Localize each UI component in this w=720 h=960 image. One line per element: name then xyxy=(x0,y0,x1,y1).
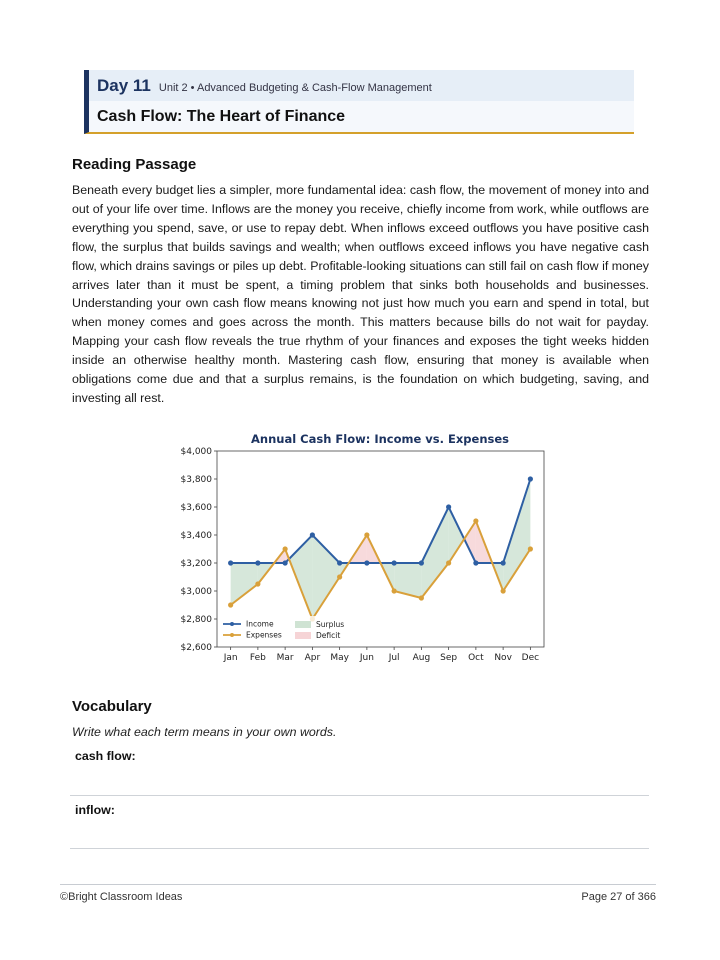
x-tick-label: Dec xyxy=(521,653,540,663)
expenses-line xyxy=(231,521,531,619)
cash-flow-chart xyxy=(160,428,560,668)
legend-surplus-label: Surplus xyxy=(316,620,345,629)
income-point xyxy=(419,560,424,565)
y-tick-label: $3,400 xyxy=(180,531,212,541)
income-point xyxy=(310,532,315,537)
expenses-point xyxy=(501,588,506,593)
term-cash-flow-label: cash flow: xyxy=(75,749,136,763)
fill-layer xyxy=(231,479,531,619)
x-tick-label: Oct xyxy=(468,653,484,663)
header-title-row xyxy=(89,101,634,132)
answer-line-inflow[interactable] xyxy=(70,848,649,849)
y-tick-label: $3,000 xyxy=(180,587,212,597)
x-tick-label: Jul xyxy=(388,653,400,663)
expenses-point xyxy=(419,595,424,600)
surplus-area xyxy=(503,479,530,591)
term-inflow-label: inflow: xyxy=(75,803,115,817)
income-point xyxy=(528,476,533,481)
income-point xyxy=(501,560,506,565)
vocabulary-instructions: Write what each term means in your own words. xyxy=(72,725,337,739)
y-tick-label: $3,600 xyxy=(180,503,212,513)
income-point xyxy=(473,560,478,565)
footer-page-number: Page 27 of 366 xyxy=(581,891,656,903)
y-tick-label: $3,200 xyxy=(180,559,212,569)
x-tick-label: Jun xyxy=(359,653,374,663)
income-point xyxy=(392,560,397,565)
surplus-area xyxy=(231,563,258,605)
expenses-point xyxy=(473,518,478,523)
expenses-point xyxy=(392,588,397,593)
vocabulary-heading: Vocabulary xyxy=(72,698,152,715)
legend-deficit-swatch xyxy=(295,632,311,639)
legend-expenses-marker xyxy=(230,633,234,637)
expenses-point xyxy=(283,546,288,551)
x-tick-label: Feb xyxy=(249,653,266,663)
income-point xyxy=(228,560,233,565)
income-point xyxy=(446,504,451,509)
expenses-point xyxy=(528,546,533,551)
legend-surplus-swatch xyxy=(295,621,311,628)
income-point xyxy=(283,560,288,565)
unit-label: Unit 2 • Advanced Budgeting & Cash-Flow Management xyxy=(158,82,432,94)
income-point xyxy=(255,560,260,565)
x-tick-label: Aug xyxy=(412,653,431,663)
answer-line-cash-flow[interactable] xyxy=(70,795,649,796)
legend-income-label: Income xyxy=(246,619,274,629)
x-tick-label: Sep xyxy=(440,653,458,663)
expenses-point xyxy=(255,581,260,586)
cash-flow-chart-svg xyxy=(160,428,560,668)
legend-income-marker xyxy=(230,622,234,626)
y-tick-label: $2,800 xyxy=(180,615,212,625)
day-label: Day 11 xyxy=(97,76,151,95)
legend-expenses-label: Expenses xyxy=(246,630,282,640)
expenses-point xyxy=(364,532,369,537)
header-top-row xyxy=(89,70,634,101)
y-tick-label: $4,000 xyxy=(180,447,212,457)
x-tick-label: Apr xyxy=(304,653,321,663)
x-tick-label: Nov xyxy=(494,653,512,663)
reading-passage: Beneath every budget lies a simpler, more fundamental idea: cash flow, the movement of money into and out of your life over time. Inflows are the money you receive, chiefly income from work, while outflows are everything you spend, save, or use to repay debt. When inflows exceed outflows you have positive cash flow, the surplus that builds savings and wealth; when outflows exceed inflows you have negative cash flow, which drains savings or piles up debt. Profitable-looking situations can still fail on cash flow if money arrives later than it must be spent, a timing problem that sinks both households and businesses. Understanding your own cash flow means knowing not just how much you earn and spend in total, but when money comes and goes across the month. This matters because bills do not wait for payday. Mapping your cash flow reveals the true rhythm of your finances and exposes the tight weeks hidden inside an otherwise healthy month. Mastering cash flow, ensuring that money is available when obligations come due and that a surplus remains, is the foundation on which budgeting, saving, and investing all rest. xyxy=(72,183,649,405)
lesson-header xyxy=(84,70,634,134)
legend-deficit-label: Deficit xyxy=(316,631,341,640)
footer-divider xyxy=(60,884,656,885)
x-tick-label: Mar xyxy=(276,653,294,663)
income-point xyxy=(337,560,342,565)
reading-heading: Reading Passage xyxy=(72,156,197,173)
y-tick-label: $3,800 xyxy=(180,475,212,485)
expenses-point xyxy=(337,574,342,579)
expenses-point xyxy=(228,602,233,607)
lesson-title: Cash Flow: The Heart of Finance xyxy=(97,108,346,125)
series-layer xyxy=(228,476,533,621)
y-tick-label: $2,600 xyxy=(180,643,212,653)
footer-copyright: ©Bright Classroom Ideas xyxy=(60,891,183,903)
chart-title: Annual Cash Flow: Income vs. Expenses xyxy=(251,432,509,446)
chart-legend xyxy=(220,616,350,642)
expenses-point xyxy=(446,560,451,565)
x-tick-label: May xyxy=(330,653,349,663)
income-point xyxy=(364,560,369,565)
x-tick-label: Jan xyxy=(223,653,238,663)
